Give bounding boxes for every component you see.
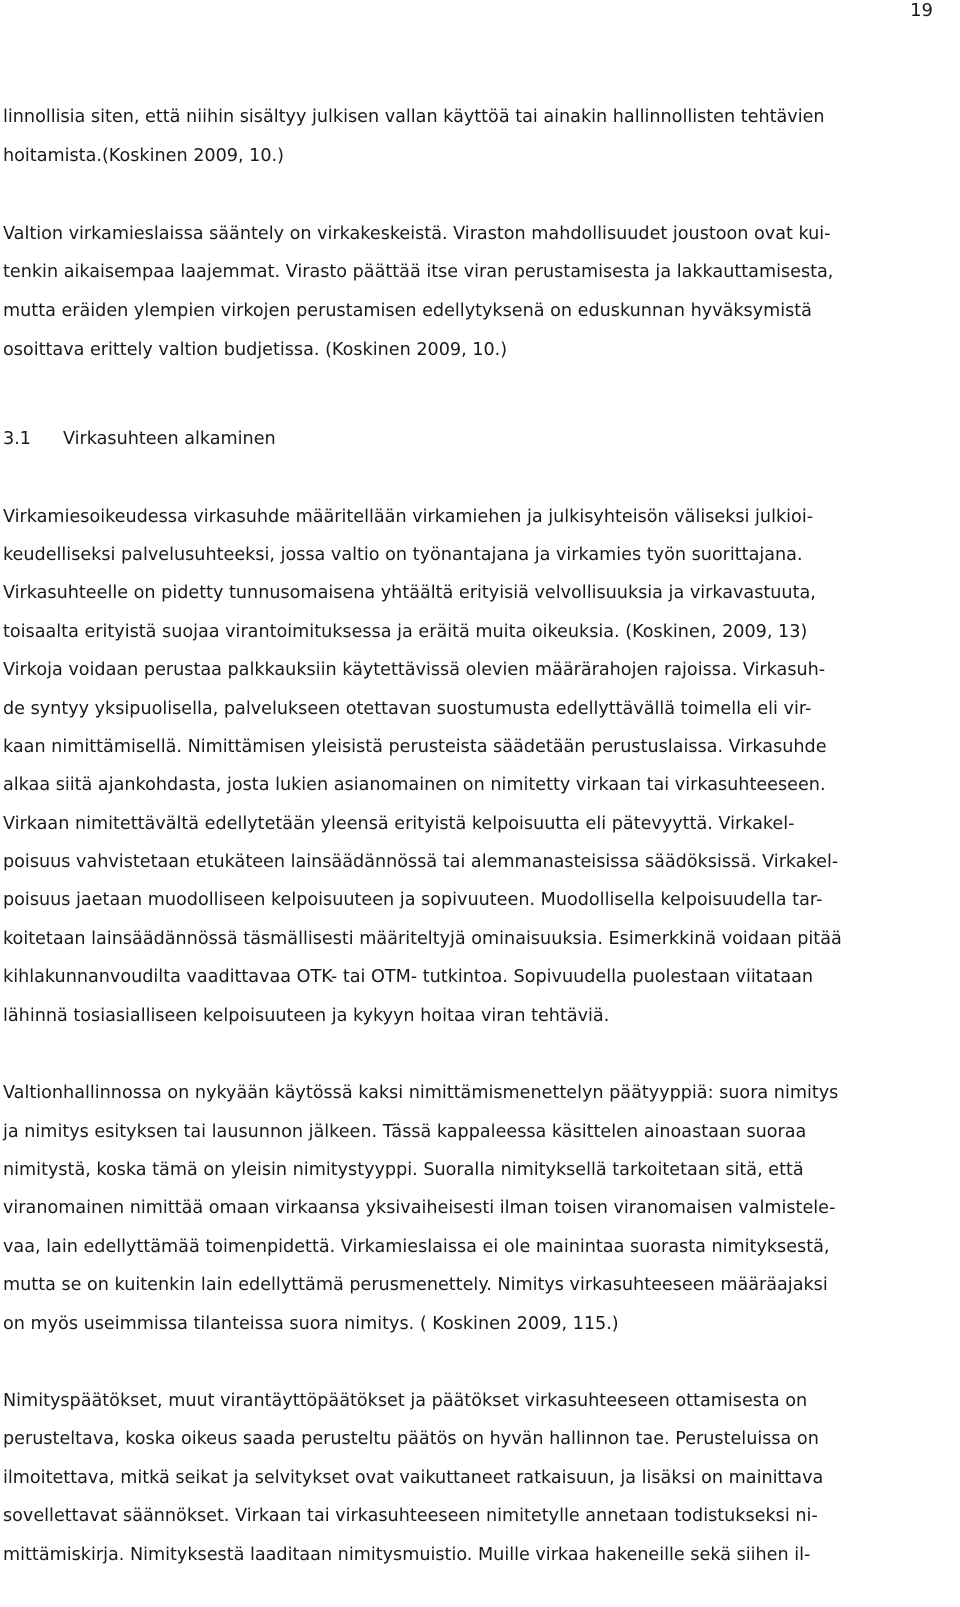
text-line: on myös useimmissa tilanteissa suora nimitys. ( Koskinen 2009, 115.)	[3, 1314, 619, 1334]
text-line: mittämiskirja. Nimityksestä laaditaan nimitysmuistio. Muille virkaa hakeneille sekä siihen il-	[3, 1545, 811, 1565]
text-line: toisaalta erityistä suojaa virantoimituksessa ja eräitä muita oikeuksia. (Koskinen, 2009, 13)	[3, 622, 808, 642]
text-line: mutta eräiden ylempien virkojen perustamisen edellytyksenä on eduskunnan hyväksymistä	[3, 301, 812, 321]
text-line: Nimityspäätökset, muut virantäyttöpäätökset ja päätökset virkasuhteeseen ottamisesta on	[3, 1391, 808, 1411]
text-line: Virkamiesoikeudessa virkasuhde määritellään virkamiehen ja julkisyhteisön väliseksi julkioi-	[3, 507, 814, 527]
section-number: 3.1	[3, 429, 31, 449]
text-line: ja nimitys esityksen tai lausunnon jälkeen. Tässä kappaleessa käsittelen ainoastaan suoraa	[3, 1122, 807, 1142]
text-line: koitetaan lainsäädännössä täsmällisesti määriteltyjä ominaisuuksia. Esimerkkinä voidaan pitää	[3, 929, 842, 949]
text-line: de syntyy yksipuolisella, palvelukseen otettavan suostumusta edellyttävällä toimella eli vir-	[3, 699, 812, 719]
text-line: nimitystä, koska tämä on yleisin nimitystyyppi. Suoralla nimityksellä tarkoitetaan sitä, että	[3, 1160, 804, 1180]
text-line: kihlakunnanvoudilta vaadittavaa OTK- tai OTM- tutkintoa. Sopivuudella puolestaan viitataan	[3, 967, 814, 987]
text-line: Virkoja voidaan perustaa palkkauksiin käytettävissä olevien määrärahojen rajoissa. Virkasuh-	[3, 660, 826, 680]
text-line: Valtion virkamieslaissa sääntely on virkakeskeistä. Viraston mahdollisuudet joustoon ovat kui-	[3, 224, 831, 244]
text-line: viranomainen nimittää omaan virkaansa yksivaiheisesti ilman toisen viranomaisen valmistele-	[3, 1198, 836, 1218]
text-line: kaan nimittämisellä. Nimittämisen yleisistä perusteista säädetään perustuslaissa. Virkasuhde	[3, 737, 827, 757]
text-line: Virkasuhteelle on pidetty tunnusomaisena yhtäältä erityisiä velvollisuuksia ja virkavastuuta,	[3, 583, 816, 603]
text-line: mutta se on kuitenkin lain edellyttämä perusmenettely. Nimitys virkasuhteeseen määräajaksi	[3, 1275, 828, 1295]
text-line: perusteltava, koska oikeus saada perusteltu päätös on hyvän hallinnon tae. Perusteluissa on	[3, 1429, 819, 1449]
text-line: keudelliseksi palvelusuhteeksi, jossa valtio on työnantajana ja virkamies työn suorittajana.	[3, 545, 803, 565]
text-line: poisuus jaetaan muodolliseen kelpoisuuteen ja sopivuuteen. Muodollisella kelpoisuudella tar-	[3, 890, 823, 910]
text-line: Valtionhallinnossa on nykyään käytössä kaksi nimittämismenettelyn päätyyppiä: suora nimitys	[3, 1083, 839, 1103]
section-title: Virkasuhteen alkaminen	[63, 429, 276, 449]
text-line: tenkin aikaisempaa laajemmat. Virasto päättää itse viran perustamisesta ja lakkauttamisesta,	[3, 262, 834, 282]
text-line: sovellettavat säännökset. Virkaan tai virkasuhteeseen nimitetylle annetaan todistukseksi ni-	[3, 1506, 818, 1526]
text-line: hoitamista.(Koskinen 2009, 10.)	[3, 146, 285, 166]
text-line: Virkaan nimitettävältä edellytetään yleensä erityistä kelpoisuutta eli pätevyyttä. Virkakel-	[3, 814, 795, 834]
text-line: ilmoitettava, mitkä seikat ja selvitykset ovat vaikuttaneet ratkaisuun, ja lisäksi on mainittava	[3, 1468, 824, 1488]
text-line: vaa, lain edellyttämää toimenpidettä. Virkamieslaissa ei ole mainintaa suorasta nimityksestä,	[3, 1237, 830, 1257]
text-line: lähinnä tosiasialliseen kelpoisuuteen ja kykyyn hoitaa viran tehtäviä.	[3, 1006, 610, 1026]
text-line: poisuus vahvistetaan etukäteen lainsäädännössä tai alemmanasteisissa säädöksissä. Virkakel-	[3, 852, 839, 872]
text-line: alkaa siitä ajankohdasta, josta lukien asianomainen on nimitetty virkaan tai virkasuhteeseen.	[3, 775, 826, 795]
page-number: 19	[910, 0, 933, 21]
section-heading	[3, 428, 276, 450]
text-line: linnollisia siten, että niihin sisältyy julkisen vallan käyttöä tai ainakin hallinnollisten tehtävien	[3, 107, 825, 127]
text-line: osoittava erittely valtion budjetissa. (Koskinen 2009, 10.)	[3, 340, 508, 360]
